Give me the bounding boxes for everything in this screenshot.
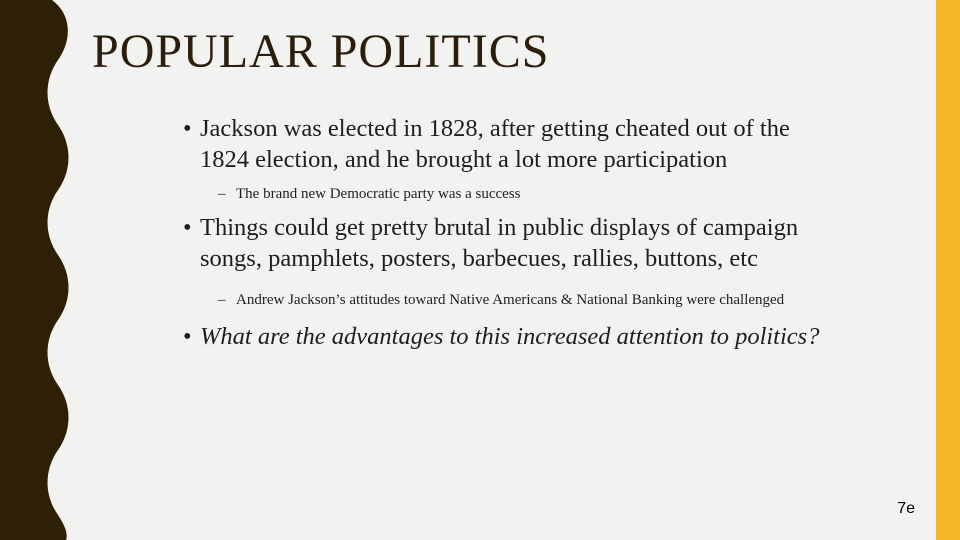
bullet-question-text: What are the advantages to this increased attention to politics?	[200, 323, 820, 350]
page-number: 7e	[897, 500, 915, 517]
bullet-marker: •	[183, 214, 192, 241]
sub-bullet-item	[180, 290, 830, 310]
sub-bullet-text: The brand new Democratic party was a success	[236, 186, 521, 202]
sub-bullet-marker: –	[218, 292, 226, 308]
bullet-item	[180, 213, 830, 274]
bullet-text: Jackson was elected in 1828, after getting cheated out of the 1824 election, and he brought a lot more participation	[200, 115, 790, 173]
bullet-text: Things could get pretty brutal in public displays of campaign songs, pamphlets, posters, barbecues, rallies, buttons, etc	[200, 214, 799, 272]
slide-title: POPULAR POLITICS	[92, 25, 550, 78]
slide-body	[180, 114, 830, 353]
bullet-item	[180, 114, 830, 175]
bullet-marker: •	[183, 115, 192, 142]
bullet-item	[180, 322, 830, 353]
accent-stripe-right	[936, 0, 960, 540]
bullet-marker: •	[183, 323, 192, 350]
sub-bullet-marker: –	[218, 186, 226, 202]
wavy-border-shape	[0, 0, 69, 540]
sub-bullet-item	[180, 184, 830, 204]
wavy-left-border	[0, 0, 80, 540]
sub-bullet-text: Andrew Jackson’s attitudes toward Native Americans & National Banking were challenged	[236, 292, 785, 308]
